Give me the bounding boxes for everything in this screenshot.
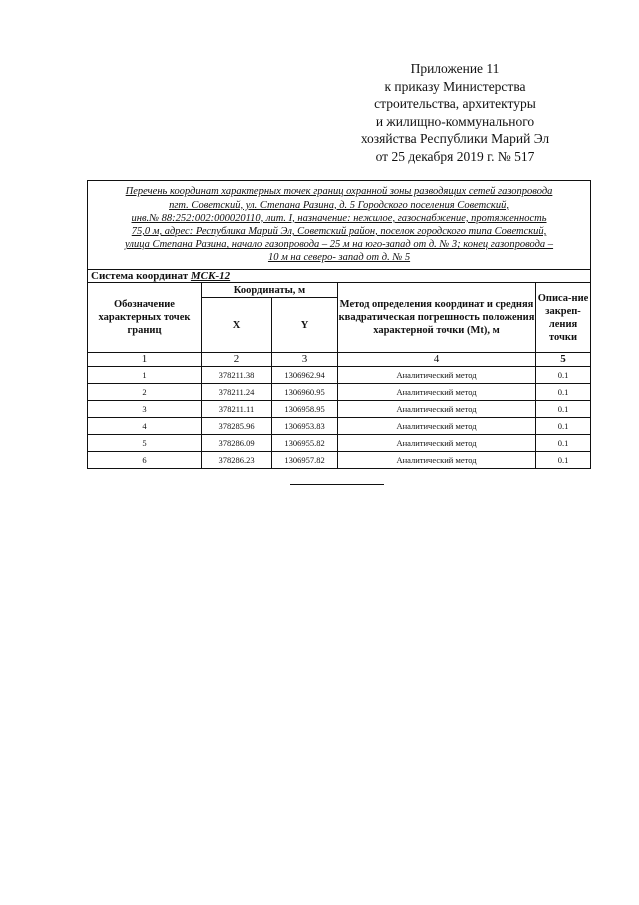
coord-x: 378211.38 <box>202 367 272 384</box>
appendix-header <box>330 60 580 165</box>
caption-line: 75,0 м, адрес: Республика Марий Эл, Советский район, поселок городского типа Советский, <box>131 226 547 237</box>
coord-y: 1306962.94 <box>272 367 338 384</box>
coordinate-system <box>88 270 591 283</box>
point-number: 1 <box>88 367 202 384</box>
column-index: 5 <box>536 353 591 367</box>
coord-x: 378286.09 <box>202 435 272 452</box>
header-y: Y <box>272 298 338 353</box>
column-index-row <box>88 353 591 367</box>
column-index: 1 <box>88 353 202 367</box>
header-coordinates: Координаты, м <box>202 283 338 298</box>
coordinate-system-value: МСК-12 <box>190 270 231 282</box>
coord-y: 1306955.82 <box>272 435 338 452</box>
coord-x: 378211.24 <box>202 384 272 401</box>
point-number: 3 <box>88 401 202 418</box>
appendix-line: Приложение 11 <box>410 61 500 76</box>
caption-line: Перечень координат характерных точек границ охранной зоны разводящих сетей газопровода <box>125 186 553 198</box>
table-row <box>88 452 591 469</box>
method: Аналитический метод <box>338 401 536 418</box>
appendix-line: и жилищно-коммунального <box>375 113 535 129</box>
table-caption <box>88 181 591 270</box>
accuracy: 0.1 <box>536 401 591 418</box>
column-index: 2 <box>202 353 272 367</box>
appendix-line: к приказу Министерства <box>384 78 526 94</box>
table-row <box>88 367 591 384</box>
point-number: 4 <box>88 418 202 435</box>
accuracy: 0.1 <box>536 384 591 401</box>
table-row <box>88 418 591 435</box>
accuracy: 0.1 <box>536 367 591 384</box>
table-row <box>88 384 591 401</box>
appendix-line: хозяйства Республики Марий Эл <box>360 131 550 146</box>
point-number: 5 <box>88 435 202 452</box>
coordinates-table <box>87 180 591 469</box>
header-method: Метод определения координат и средняя квадратическая погрешность положения характерной точки (Mt), м <box>338 283 536 353</box>
method: Аналитический метод <box>338 452 536 469</box>
method: Аналитический метод <box>338 418 536 435</box>
point-number: 6 <box>88 452 202 469</box>
coord-x: 378211.11 <box>202 401 272 418</box>
caption-line: инв.№ 88:252:002:000020110, лит. I, назначение: нежилое, газоснабжение, протяженность <box>131 212 547 224</box>
method: Аналитический метод <box>338 384 536 401</box>
column-index: 3 <box>272 353 338 367</box>
header-point: Обозначение характерных точек границ <box>88 283 202 353</box>
caption-line: улица Степана Разина, начало газопровода – 25 м на юго-запад от д. № 3; конец газопровода – <box>124 239 554 251</box>
coord-y: 1306960.95 <box>272 384 338 401</box>
header-description: Описа-ние закреп-ления точки <box>536 283 591 353</box>
coord-y: 1306958.95 <box>272 401 338 418</box>
table-row <box>88 401 591 418</box>
appendix-line: строительства, архитектуры <box>374 96 536 111</box>
method: Аналитический метод <box>338 435 536 452</box>
header-x: X <box>202 298 272 353</box>
point-number: 2 <box>88 384 202 401</box>
column-index: 4 <box>338 353 536 367</box>
method: Аналитический метод <box>338 367 536 384</box>
coord-x: 378285.96 <box>202 418 272 435</box>
accuracy: 0.1 <box>536 418 591 435</box>
coord-y: 1306953.83 <box>272 418 338 435</box>
caption-line: пгт. Советский, ул. Степана Разина, д. 5 Городского поселения Советский, <box>169 199 509 211</box>
signature-line <box>290 484 384 485</box>
caption-line: 10 м на северо- запад от д. № 5 <box>267 252 411 264</box>
coord-x: 378286.23 <box>202 452 272 469</box>
table-row <box>88 435 591 452</box>
appendix-line: от 25 декабря 2019 г. № 517 <box>375 148 535 164</box>
coordinate-system-label: Система координат <box>91 270 189 282</box>
coord-y: 1306957.82 <box>272 452 338 469</box>
accuracy: 0.1 <box>536 452 591 469</box>
accuracy: 0.1 <box>536 435 591 452</box>
